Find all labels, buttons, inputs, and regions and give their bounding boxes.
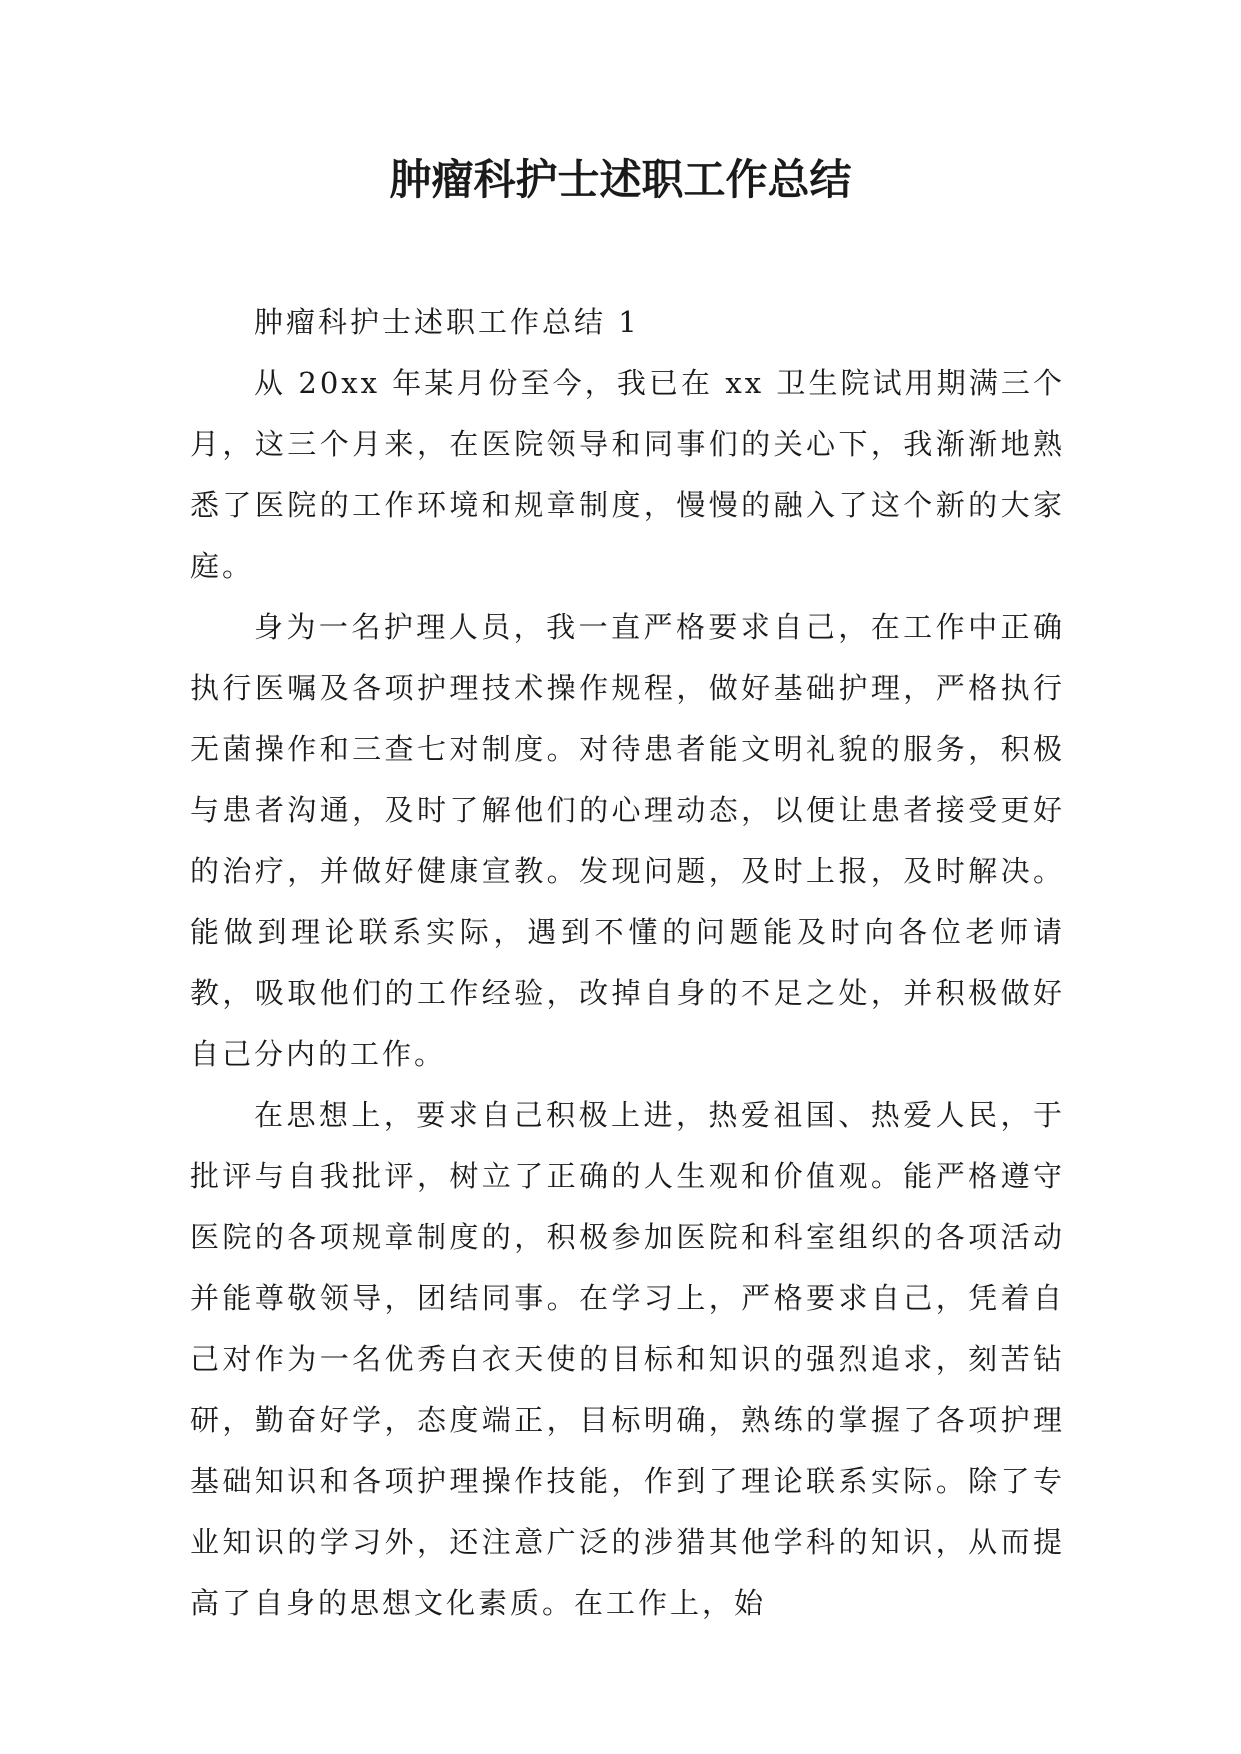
section-heading: 肿瘤科护士述职工作总结 1 — [254, 305, 640, 339]
paragraph-intro: 从 20xx 年某月份至今，我已在 xx 卫生院试用期满三个月，这三个月来，在医院领导和同事们的关心下，我渐渐地熟悉了医院的工作环境和规章制度，慢慢的融入了这个新的大家庭。 — [190, 366, 1065, 583]
paragraph-nursing-work: 身为一名护理人员，我一直严格要求自己，在工作中正确执行医嘱及各项护理技术操作规程，做好基础护理，严格执行无菌操作和三查七对制度。对待患者能文明礼貌的服务，积极与患者沟通，及时了解他们的心理动态，以便让患者接受更好的治疗，并做好健康宣教。发现问题，及时上报，及时解决。能做到理论联系实际，遇到不懂的问题能及时向各位老师请教，吸取他们的工作经验，改掉自身的不足之处，并积极做好自己分内的工作。 — [190, 610, 1065, 1071]
document-body — [190, 292, 1065, 1634]
document-title: 肿瘤科护士述职工作总结 — [389, 155, 852, 204]
paragraph-thought-study: 在思想上，要求自己积极上进，热爱祖国、热爱人民，于批评与自我批评，树立了正确的人生观和价值观。能严格遵守医院的各项规章制度的，积极参加医院和科室组织的各项活动并能尊敬领导，团结同事。在学习上，严格要求自己，凭着自己对作为一名优秀白衣天使的目标和知识的强烈追求，刻苦钻研，勤奋好学，态度端正，目标明确，熟练的掌握了各项护理基础知识和各项护理操作技能，作到了理论联系实际。除了专业知识的学习外，还注意广泛的涉猎其他学科的知识，从而提高了自身的思想文化素质。在工作上，始 — [190, 1098, 1065, 1620]
